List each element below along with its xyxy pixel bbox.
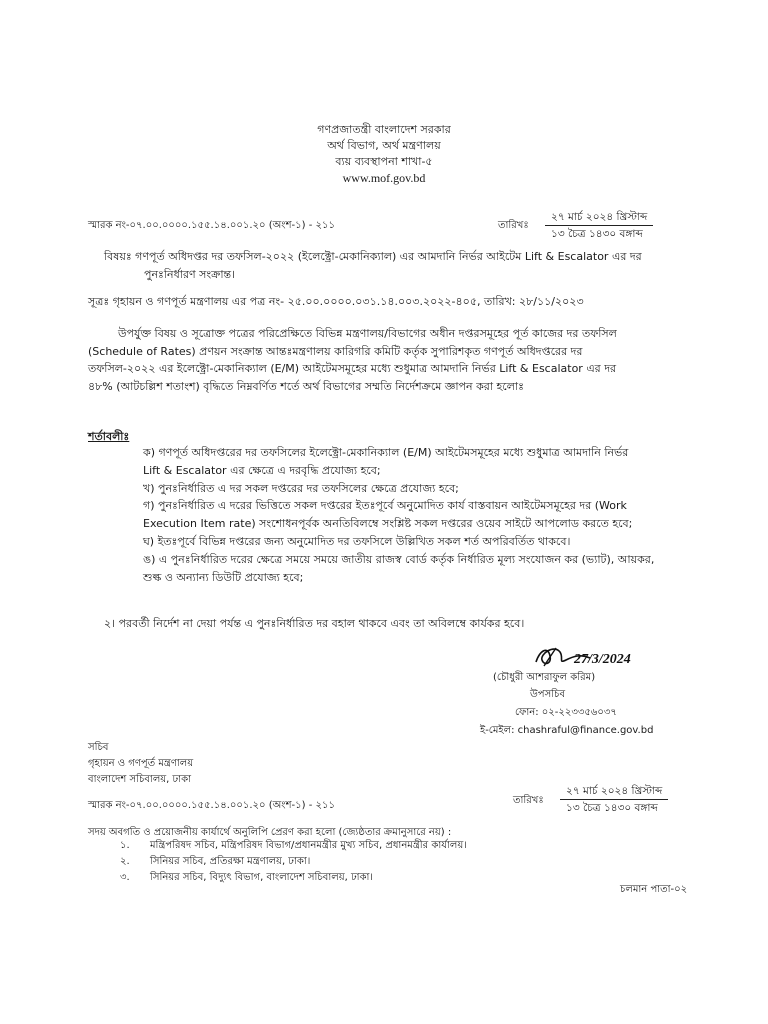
list-item: ২. সিনিয়র সচিব, প্রতিরক্ষা মন্ত্রণালয়, ঢাকা।: [120, 856, 311, 867]
date-gregorian-copy: ২৭ মার্চ ২০২৪ খ্রিস্টাব্দ: [560, 783, 668, 800]
copy-intro: সদয় অবগতি ও প্রয়োজনীয় কার্যার্থে অনুলিপি প্রেরণ করা হলো (জ্যেষ্ঠতার ক্রমানুসারে নয়) :: [88, 827, 452, 838]
memo-reference: স্মারক নং-০৭.০০.০০০০.১৫৫.১৪.০০১.২০ (অংশ-১) - ২১১: [88, 220, 335, 231]
copy-list: [120, 838, 467, 886]
recipient-block: [88, 740, 193, 788]
conditions-heading: শর্তাবলীঃ: [88, 430, 130, 443]
source-reference: সূত্রঃ গৃহায়ন ও গণপূর্ত মন্ত্রণালয় এর পত্র নং- ২৫.০০.০০০০.০৩১.১৪.০০৩.২০২২-৪০৫, তারিখ: ২৮/১১/২০২৩: [88, 295, 584, 308]
signatory-phone: ফোন: ০২-২২৩৩৫৬০৩৭: [515, 707, 617, 718]
list-item: ৩. সিনিয়র সচিব, বিদ্যুৎ বিভাগ, বাংলাদেশ সচিবালয়, ঢাকা।: [120, 872, 373, 883]
date-label: তারিখঃ: [498, 220, 529, 231]
date-bangla-copy: ১৩ চৈত্র ১৪৩০ বঙ্গাব্দ: [566, 802, 658, 814]
recipient-title: সচিব: [88, 742, 109, 753]
letterhead: [0, 122, 768, 186]
division-name: অর্থ বিভাগ, অর্থ মন্ত্রণালয়: [327, 139, 441, 152]
list-item: ১. মন্ত্রিপরিষদ সচিব, মন্ত্রিপরিষদ বিভাগ/প্রধানমন্ত্রীর মুখ্য সচিব, প্রধানমন্ত্রীর কার্যালয়।: [120, 840, 467, 851]
handwritten-date: 27/3/2024: [574, 652, 631, 667]
recipient-address: বাংলাদেশ সচিবালয়, ঢাকা: [88, 774, 191, 785]
date-block: [545, 209, 653, 242]
signatory-email[interactable]: ই-মেইল: chashraful@finance.gov.bd: [480, 725, 654, 736]
date-bangla: ১৩ চৈত্র ১৪৩০ বঙ্গাব্দ: [551, 228, 643, 240]
conditions-list: ক) গণপূর্ত অধিদপ্তরের দর তফসিলের ইলেক্ট্রো-মেকানিক্যাল (E/M) আইটেমসমূহের মধ্যে শুধুমাত্র আমদানি নির্ভর Lift & Escalator এর ক্ষেত্রে এ দরবৃদ্ধি প্রযোজ্য হবে; খ) পুনঃনির্ধারিত এ দর সকল দপ্তরের দর তফসিলের ক্ষেত্রে প্রযোজ্য হবে; গ) পুনঃনির্ধারিত এ দরের ভিত্তিতে সকল দপ্তরের ইতঃপূর্বে অনুমোদিত কার্য বাস্তবায়ন আইটেমসমূহের দর (Work Execution Item rate) সংশোধনপূর্বক অনতিবিলম্বে সংশ্লিষ্ট সকল দপ্তরের ওয়েব সাইটে আপলোড করতে হবে; ঘ) ইতঃপূর্বে বিভিন্ন দপ্তরের জন্য অনুমোদিত দর তফসিলে উল্লিখিত সকল শর্ত অপরিবর্তিত থাকবে। ঙ) এ পুনঃনির্ধারিত দরের ক্ষেত্রে সময়ে সময়ে জাতীয় রাজস্ব বোর্ড কর্তৃক নির্ধারিত মূল্য সংযোজন কর (ভ্যাট), আয়কর, শুল্ক ও অন্যান্য ডিউটি প্রযোজ্য হবে;: [143, 446, 655, 584]
signatory-designation: উপসচিব: [530, 689, 566, 700]
website-link[interactable]: www.mof.gov.bd: [342, 171, 426, 185]
date-label-copy: তারিখঃ: [513, 795, 544, 806]
government-name: গণপ্রজাতন্ত্রী বাংলাদেশ সরকার: [317, 123, 451, 136]
point-two: ২। পরবর্তী নির্দেশ না দেয়া পর্যন্ত এ পুনঃনির্ধারিত দর বহাল থাকবে এবং তা অবিলম্বে কার্যকর হবে।: [104, 617, 525, 630]
memo-reference-copy: স্মারক নং-০৭.০০.০০০০.১৫৫.১৪.০০১.২০ (অংশ-১) - ২১১: [88, 800, 335, 811]
continued-page-note: চলমান পাতা-০২: [620, 884, 688, 895]
date-gregorian: ২৭ মার্চ ২০২৪ খ্রিস্টাব্দ: [545, 209, 653, 226]
body-paragraph: উপর্যুক্ত বিষয় ও সূত্রোক্ত পত্রের পরিপ্রেক্ষিতে বিভিন্ন মন্ত্রণালয়/বিভাগের অধীন দপ্তরসমূহের পূর্ত কাজের দর তফসিল (Schedule of Rates) প্রণয়ন সংক্রান্ত আন্তঃমন্ত্রণালয় কারিগরি কমিটি কর্তৃক সুপারিশকৃত গণপূর্ত অধিদপ্তরের দর তফসিল-২০২২ এর ইলেক্ট্রো-মেকানিক্যাল (E/M) আইটেমসমূহের মধ্যে শুধুমাত্র আমদানি নির্ভর Lift & Escalator এর দর ৪৮% (আটচল্লিশ শতাংশ) বৃদ্ধিতে নিম্নবর্ণিত শর্তে অর্থ বিভাগের সম্মতি নির্দেশক্রমে জ্ঞাপন করা হলোঃ: [88, 327, 617, 393]
subject: বিষয়ঃ গণপূর্ত অধিদপ্তর দর তফসিল-২০২২ (ইলেক্ট্রো-মেকানিক্যাল) এর আমদানি নির্ভর আইটেম Lift & Escalator এর দর পুনঃনির্ধারণ সংক্রান্ত।: [104, 250, 642, 281]
branch-name: ব্যয় ব্যবস্থাপনা শাখা-৫: [335, 155, 433, 168]
signatory-name: (চৌধুরী আশরাফুল করিম): [493, 672, 596, 683]
recipient-ministry: গৃহায়ন ও গণপূর্ত মন্ত্রণালয়: [88, 758, 194, 769]
date-block-copy: [560, 783, 668, 816]
